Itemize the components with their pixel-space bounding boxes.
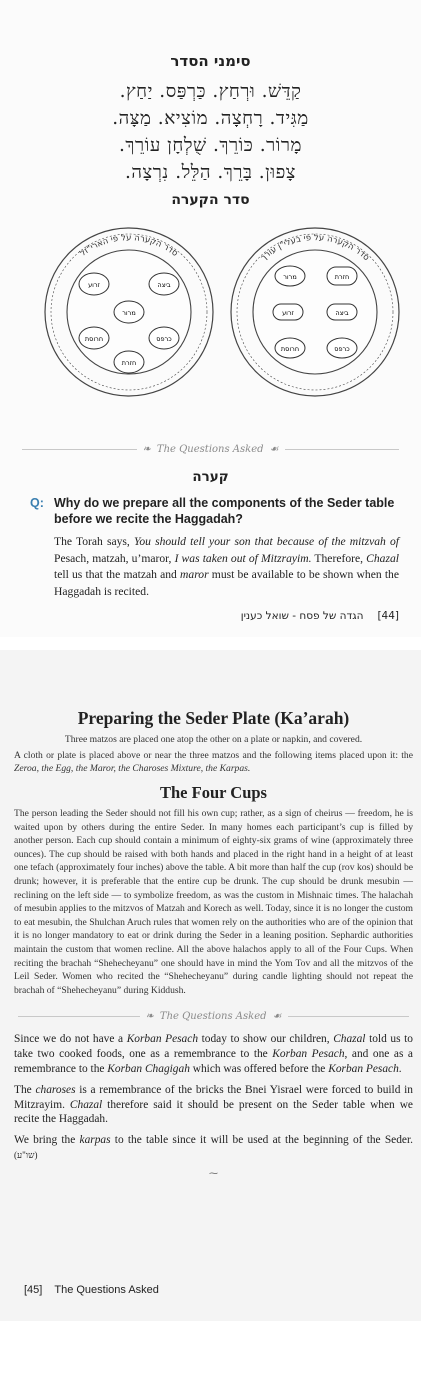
text-segment: which was offered before the: [189, 1062, 329, 1075]
answer-segment: tell us that the matzah and: [54, 568, 181, 581]
answer-segment: Therefore,: [311, 551, 367, 565]
seder-plate-heading: Preparing the Seder Plate (Ka’arah): [77, 708, 350, 728]
section-divider: [14, 1011, 413, 1022]
end-ornament-icon: ⁓: [209, 1168, 218, 1179]
footer-title: הגדה של פסח - שואל כענין: [240, 610, 364, 622]
matzos-line: Three matzos are placed one atop the other on a plate or napkin, and covered.: [64, 734, 363, 745]
text-segment: Chazal: [333, 1033, 366, 1046]
text-segment: is a remembrance of the bricks the Bnei Yisrael were forced to build in Mitzrayim.: [14, 1083, 413, 1111]
text-segment: We bring the: [14, 1134, 80, 1147]
plate-item: מרור: [122, 309, 136, 317]
divider-line: [288, 1016, 410, 1017]
answer-segment: maror: [180, 568, 209, 581]
seder-plate-left: [36, 212, 222, 404]
divider-label: The Questions Asked: [156, 444, 264, 455]
section-divider: [22, 444, 399, 455]
items-line-text: A cloth or plate is placed above or near the three matzos and the following items placed upon it: the: [14, 750, 413, 761]
divider-flourish-icon: ❧: [142, 444, 151, 455]
question-text: Why do we prepare all the components of the Seder table before we recite the Haggadah?: [54, 496, 395, 526]
plate-item: כרפס: [334, 345, 350, 353]
text-segment: Korban Pesach: [328, 1062, 399, 1075]
page-44: [0, 0, 421, 637]
items-line-list: Zeroa, the Egg, the Maror, the Charoses Mixture, the Karpas.: [14, 763, 251, 774]
divider-line: [285, 449, 400, 450]
footer-page-number: [44]: [377, 610, 399, 622]
question-label: Q:: [30, 496, 44, 510]
answer-paragraph-3: [14, 1133, 413, 1163]
text-segment: charoses: [35, 1083, 76, 1096]
divider-label: The Questions Asked: [159, 1011, 267, 1023]
answer-segment: Pesach, matzah, u’maror,: [54, 551, 175, 565]
plate-right-caption: סדר הקערה על פי בעלי"ן עורך: [258, 233, 372, 264]
answer-segment: Chazal: [366, 551, 399, 565]
answer-segment: must be available to be shown when the Haggadah is recited.: [54, 568, 399, 598]
plate-item: זרוע: [282, 309, 294, 317]
four-cups-text: The person leading the Seder should not fill his own cup; rather, as a sign of cheirus — freedom, he is waited upon by others during the entire Seder. In many homes each participant’s cup is filled by another person. Each cup should contain a minimum of eighty-six grams of wine (approximately three ounces). The cup should be raised with both hands and placed in the right hand in a height of at least one tefach (approximately four inches) above the table. A bit more than half the cup (rov kos) should be drunk; however, it is preferable that the entire cup be drunk. The cup should be drunk mesubin — reclining on the left side — to symbolize freedom, as was the custom in Mishnaic times. The halachah of mesubin applies to the mitzvos of Matzah and Korech as well. Today, since it is no longer the custom to eat mesubin, the Shulchan Aruch rules that women rely on the authorities who are of the opinion that it is no longer mandatory to eat or drink during the Seder in a leaning position. Sephardic authorities maintain the custom that women recline. All the above halachos apply to all of the Four Cups. When reciting the brachah “Shehecheyanu” one should have in mind the Yom Tov and all the mitzvos of the Leil Seder. Women who recited the “Shehecheyanu” during candle lighting should not repeat the brachah of “Shehecheyanu” during Kiddush.: [14, 808, 413, 996]
text-segment: therefore said it should be present on the Seder table when we recite the Haggadah.: [14, 1098, 413, 1126]
footer-page-number: [45]: [24, 1284, 43, 1296]
footer-title: The Questions Asked: [54, 1284, 159, 1296]
simanim-title: סימני הסדר: [170, 52, 251, 70]
text-segment: Chazal: [69, 1098, 103, 1111]
simanim-line: מָרוֹר. כּוֹרֵךְ. שֻׁלְחָן עוֹרֵךְ.: [119, 135, 302, 156]
divider-flourish-icon: ❧: [145, 1011, 154, 1023]
simanim-lines: [22, 78, 399, 186]
divider-line: [22, 449, 137, 450]
plate-item: ביצה: [157, 281, 171, 289]
text-segment: Korban Pesach: [272, 1048, 345, 1061]
page-45: [0, 650, 421, 1321]
plate-item: חזרת: [121, 359, 137, 367]
text-segment: to the table since it will be used at the beginning of the Seder.: [110, 1134, 413, 1147]
simanim-line: צָפוּן. בָּרֵךְ. הַלֵּל. נִרְצָה.: [125, 162, 296, 183]
items-line: [14, 749, 413, 775]
text-segment: today to show our children,: [198, 1033, 334, 1046]
kaarah-heading: קערה: [192, 469, 229, 485]
text-segment: told us to take two cooked foods, one as a remembrance to the: [14, 1033, 413, 1061]
simanim-line: מַגִּיד. רָחְצָה. מוֹצִיא. מַצָּה.: [112, 108, 309, 129]
plate-left-caption: סדר הקערה על פי הארי"זל: [78, 233, 180, 259]
question: [22, 495, 399, 527]
divider-flourish-icon: ☙: [272, 1011, 282, 1023]
text-segment: The: [14, 1083, 36, 1096]
answer-text: [54, 534, 399, 600]
plate-item: חרוסת: [84, 335, 104, 343]
simanim-line: קַדֵּשׁ. וּרְחַץ. כַּרְפַּס. יַחַץ.: [119, 81, 302, 102]
plate-item: ביצה: [335, 309, 349, 317]
divider-flourish-icon: ☙: [269, 444, 279, 455]
plate-item: זרוע: [88, 281, 100, 289]
answer-segment: You should tell your son that because of the mitzvah of: [133, 535, 399, 548]
plate-item: כרפס: [156, 335, 172, 343]
plate-item: חרוסת: [280, 345, 300, 353]
text-segment: , and one as a remembrance to the: [14, 1048, 413, 1075]
answer-segment: I was taken out of Mitzrayim.: [174, 551, 312, 565]
page-footer: [241, 610, 399, 622]
text-segment: Korban Chagigah: [107, 1062, 190, 1075]
answer-paragraph-1: [14, 1032, 413, 1076]
seder-kaarah-title: סדר הקערה: [171, 192, 250, 208]
seder-plates: [22, 212, 399, 404]
plate-item: מרור: [283, 273, 297, 281]
seder-plate-right: [222, 212, 408, 404]
page-gap: [0, 637, 421, 650]
answer-segment: The Torah says,: [54, 535, 134, 548]
divider-line: [18, 1016, 140, 1017]
answer-paragraph-2: [14, 1083, 413, 1127]
text-segment: Since we do not have a: [14, 1033, 127, 1046]
text-segment: .: [398, 1062, 402, 1075]
text-segment: Korban Pesach: [126, 1033, 199, 1046]
four-cups-heading: The Four Cups: [160, 783, 267, 802]
page-footer: [24, 1284, 159, 1296]
plate-item: חזרת: [334, 273, 350, 281]
source-citation: (שו"ע): [14, 1149, 38, 1160]
text-segment: karpas: [79, 1134, 111, 1147]
